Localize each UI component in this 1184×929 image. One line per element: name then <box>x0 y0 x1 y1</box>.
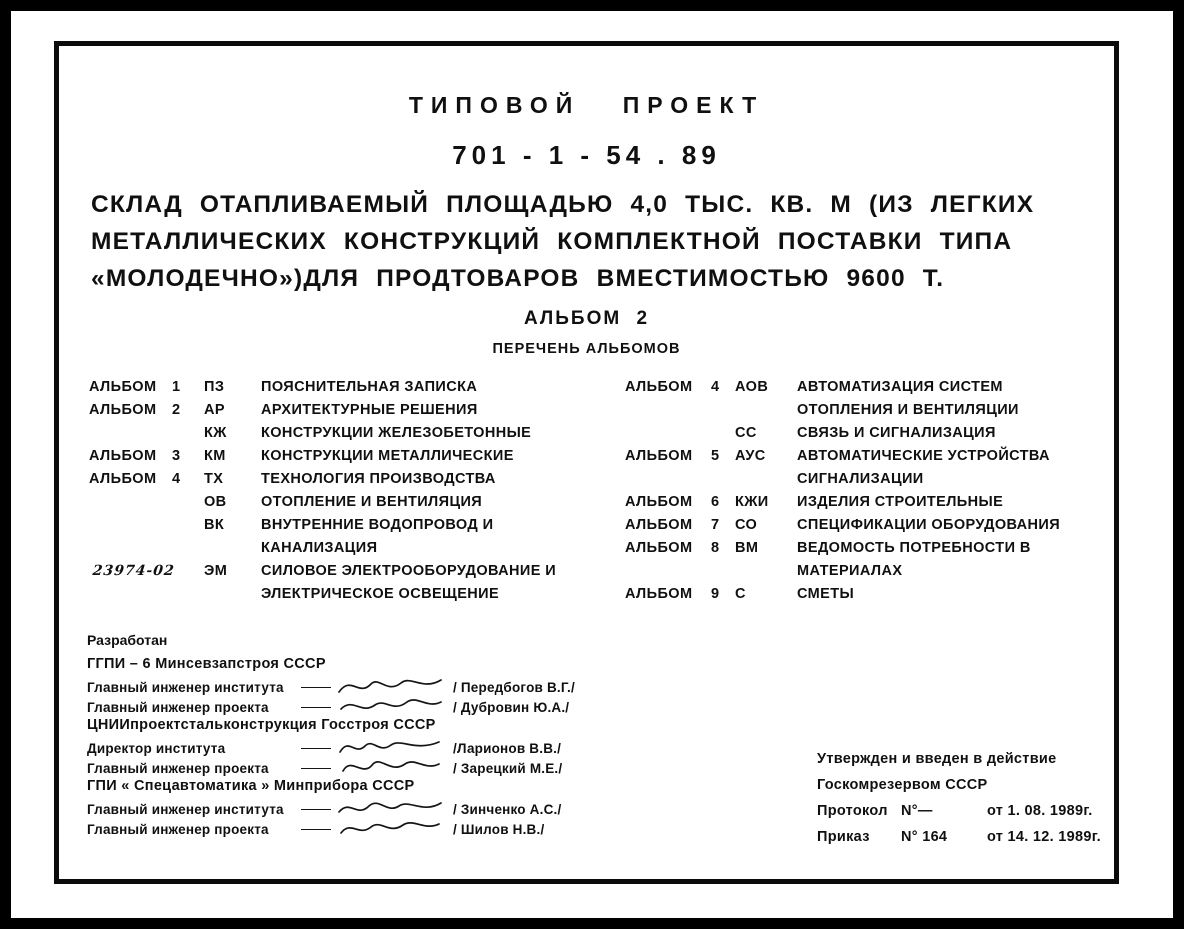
album-description: КОНСТРУКЦИИ ЖЕЛЕЗОБЕТОННЫЕ <box>261 425 532 441</box>
project-title-line: МЕТАЛЛИЧЕСКИХ КОНСТРУКЦИЙ КОМПЛЕКТНОЙ ПОСТАВКИ ТИПА <box>91 228 1013 255</box>
album-number: 2 <box>172 402 181 418</box>
album-description: ВНУТРЕННИЕ ВОДОПРОВОД И КАНАЛИЗАЦИЯ <box>261 517 494 556</box>
album-description: ВЕДОМОСТЬ ПОТРЕБНОСТИ В МАТЕРИАЛАХ <box>797 540 1031 579</box>
signatory-name: /Ларионов В.В./ <box>453 740 562 756</box>
album-word <box>89 514 172 560</box>
developed-by-block <box>87 632 627 839</box>
signatory-row <box>87 758 627 778</box>
album-description: АВТОМАТИЧЕСКИЕ УСТРОЙСТВА СИГНАЛИЗАЦИИ <box>797 448 1050 487</box>
signatory-name: / Передбогов В.Г./ <box>453 679 575 695</box>
handwritten-archive-number: 23974-02 <box>91 563 176 579</box>
album-code: ПЗ <box>204 379 225 395</box>
signatory-row <box>87 697 627 717</box>
album-number <box>172 422 204 445</box>
album-description: СИЛОВОЕ ЭЛЕКТРООБОРУДОВАНИЕ И ЭЛЕКТРИЧЕСКОЕ ОСВЕЩЕНИЕ <box>261 563 557 602</box>
album-description: СМЕТЫ <box>797 586 855 602</box>
album-code: КЖ <box>204 425 227 441</box>
approval-line: Госкомрезервом СССР <box>817 777 988 793</box>
album-word <box>89 422 172 445</box>
album-code: СС <box>735 425 757 441</box>
album-number: 8 <box>711 540 720 556</box>
signatory-name: / Зарецкий М.Е./ <box>453 760 563 776</box>
album-code: КЖИ <box>735 494 769 510</box>
signatory-role: Директор института <box>87 740 226 756</box>
album-word: АЛЬБОМ <box>625 517 693 533</box>
org-name: ГПИ « Спецавтоматика » Минприбора СССР <box>87 778 415 794</box>
album-code: АУС <box>735 448 766 464</box>
org-name: ГГПИ – 6 Минсевзапстроя СССР <box>87 656 326 672</box>
album-code: СО <box>735 517 758 533</box>
album-word: АЛЬБОМ <box>89 471 157 487</box>
order-number: N° 164 <box>901 829 948 845</box>
album-description: ТЕХНОЛОГИЯ ПРОИЗВОДСТВА <box>261 471 496 487</box>
album-description: СПЕЦИФИКАЦИИ ОБОРУДОВАНИЯ <box>797 517 1061 533</box>
project-title-line: «МОЛОДЕЧНО»)ДЛЯ ПРОДТОВАРОВ ВМЕСТИМОСТЬЮ 9600 Т. <box>91 265 945 292</box>
album-number <box>711 422 735 445</box>
album-description: СВЯЗЬ И СИГНАЛИЗАЦИЯ <box>797 425 996 441</box>
order-date: от 14. 12. 1989г. <box>987 829 1101 845</box>
album-number: 5 <box>711 448 720 464</box>
album-code: ТХ <box>204 471 224 487</box>
album-number <box>172 514 204 560</box>
album-word: АЛЬБОМ <box>89 379 157 395</box>
album-word: АЛЬБОМ <box>625 379 693 395</box>
project-title-line: СКЛАД ОТАПЛИВАЕМЫЙ ПЛОЩАДЬЮ 4,0 ТЫС. КВ. М (ИЗ ЛЕГКИХ <box>91 191 1035 218</box>
album-code: ВМ <box>735 540 759 556</box>
album-list-right <box>625 376 1087 606</box>
album-number <box>172 560 204 606</box>
signatory-name: / Зинченко А.С./ <box>453 801 562 817</box>
album-number: 3 <box>172 448 181 464</box>
project-kind-title: ТИПОВОЙ ПРОЕКТ <box>408 92 765 118</box>
album-list-heading: ПЕРЕЧЕНЬ АЛЬБОМОВ <box>492 341 681 357</box>
signatory-role: Главный инженер проекта <box>87 821 269 837</box>
album-number: 9 <box>711 586 720 602</box>
album-word: АЛЬБОМ <box>625 494 693 510</box>
album-description: ИЗДЕЛИЯ СТРОИТЕЛЬНЫЕ <box>797 494 1004 510</box>
album-word: АЛЬБОМ <box>89 402 157 418</box>
album-code: АОВ <box>735 379 769 395</box>
album-code: ЭМ <box>204 563 228 579</box>
album-word: АЛЬБОМ <box>625 448 693 464</box>
album-number: 7 <box>711 517 720 533</box>
drawing-frame <box>54 41 1119 884</box>
album-code: АР <box>204 402 225 418</box>
album-number <box>172 491 204 514</box>
project-number: 701 - 1 - 54 . 89 <box>452 140 721 170</box>
album-code: ВК <box>204 517 225 533</box>
org-name: ЦНИИпроектстальконструкция Госстроя СССР <box>87 717 436 733</box>
album-list-left <box>89 376 563 606</box>
album-number: 4 <box>172 471 181 487</box>
album-description: АВТОМАТИЗАЦИЯ СИСТЕМ ОТОПЛЕНИЯ И ВЕНТИЛЯЦИИ <box>797 379 1019 418</box>
signatory-row <box>87 819 627 839</box>
signatory-role: Главный инженер института <box>87 801 284 817</box>
album-word <box>89 491 172 514</box>
approval-block <box>817 746 1125 850</box>
order-line <box>817 824 1125 850</box>
album-number: 4 <box>711 379 720 395</box>
album-description: АРХИТЕКТУРНЫЕ РЕШЕНИЯ <box>261 402 478 418</box>
approval-line: Утвержден и введен в действие <box>817 751 1057 767</box>
album-description: КОНСТРУКЦИИ МЕТАЛЛИЧЕСКИЕ <box>261 448 514 464</box>
signatory-name: / Шилов Н.В./ <box>453 821 545 837</box>
protocol-line <box>817 798 1125 824</box>
protocol-date: от 1. 08. 1989г. <box>987 803 1093 819</box>
album-code: С <box>735 586 746 602</box>
album-word: АЛЬБОМ <box>89 448 157 464</box>
signatory-role: Главный инженер института <box>87 679 284 695</box>
signature-icon <box>335 819 453 839</box>
order-label: Приказ <box>817 829 870 845</box>
album-description: ОТОПЛЕНИЕ И ВЕНТИЛЯЦИЯ <box>261 494 483 510</box>
project-title <box>91 186 1096 297</box>
protocol-label: Протокол <box>817 803 888 819</box>
album-word: АЛЬБОМ <box>625 540 693 556</box>
album-code: ОВ <box>204 494 227 510</box>
signature-icon <box>335 697 453 717</box>
album-word <box>625 422 711 445</box>
album-word: АЛЬБОМ <box>625 586 693 602</box>
protocol-number: N°— <box>901 803 933 819</box>
signatory-role: Главный инженер проекта <box>87 699 269 715</box>
album-number: 1 <box>172 379 181 395</box>
signatory-name: / Дубровин Ю.А./ <box>453 699 570 715</box>
signature-icon <box>335 758 453 778</box>
album-number: 6 <box>711 494 720 510</box>
developed-by-heading: Разработан <box>87 632 168 648</box>
album-label: АЛЬБОМ 2 <box>523 308 650 329</box>
album-code: КМ <box>204 448 226 464</box>
album-description: ПОЯСНИТЕЛЬНАЯ ЗАПИСКА <box>261 379 478 395</box>
signatory-role: Главный инженер проекта <box>87 760 269 776</box>
